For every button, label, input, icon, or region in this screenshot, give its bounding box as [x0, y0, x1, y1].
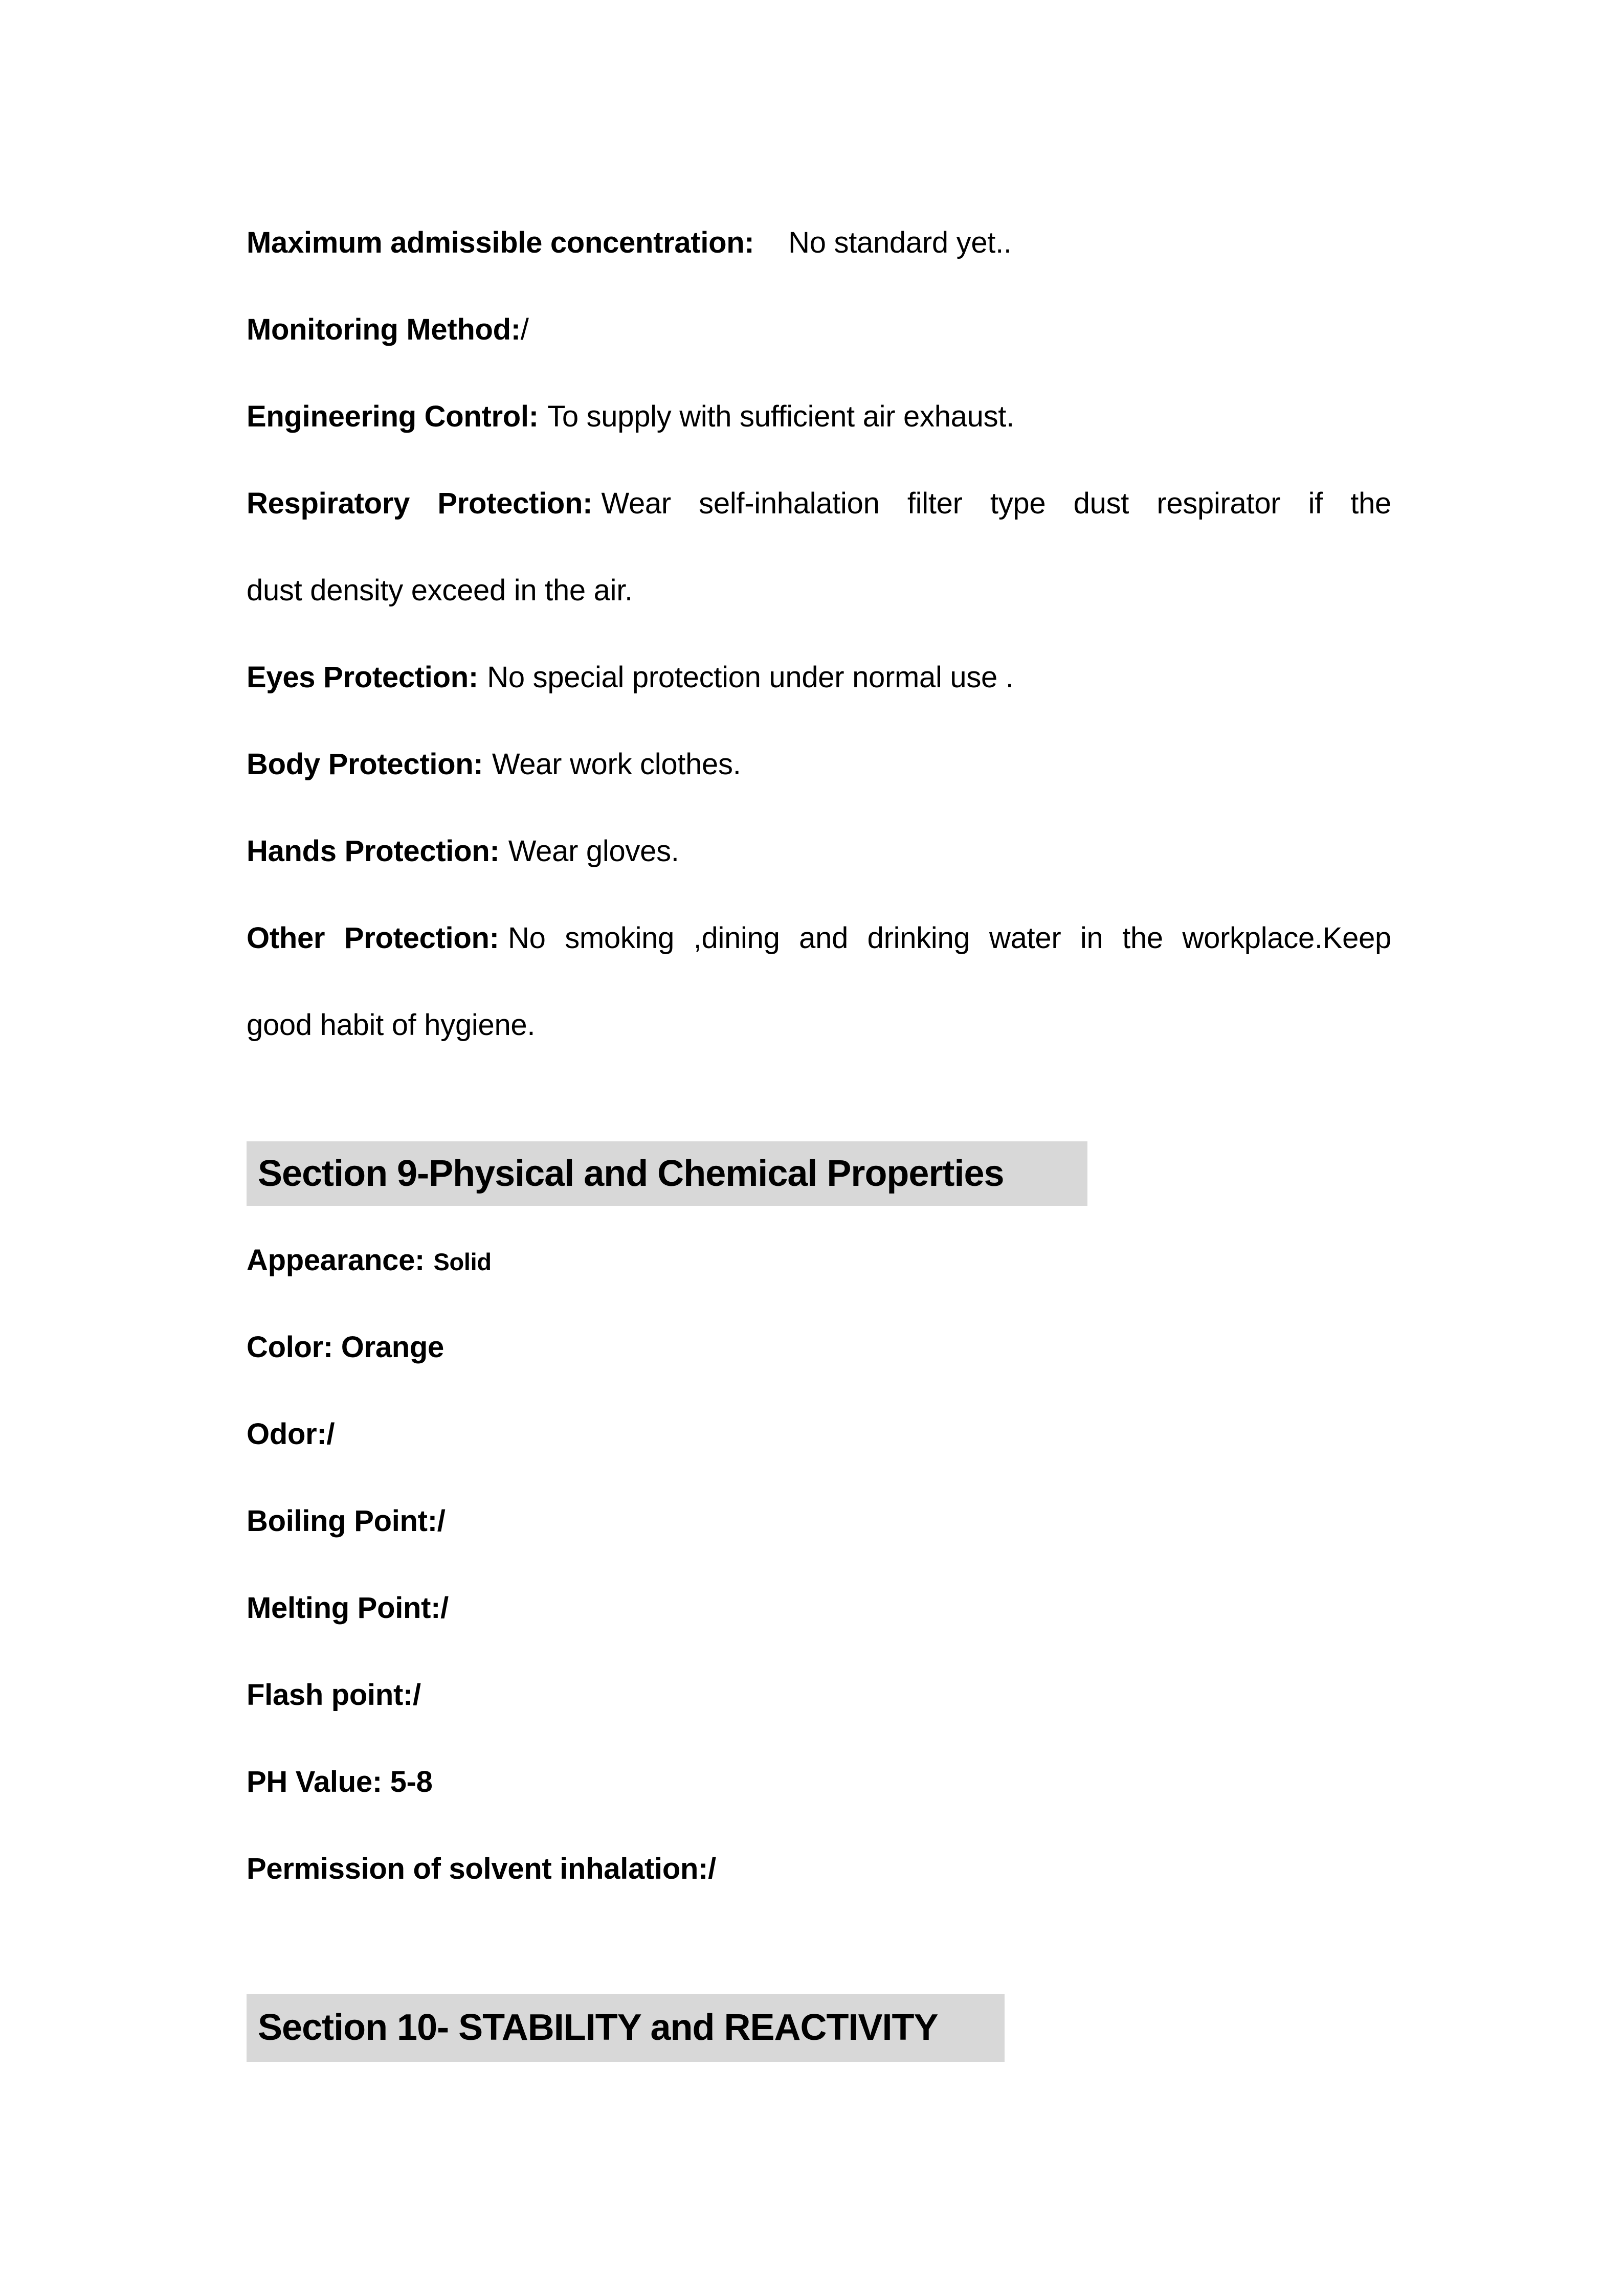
- field-value: good habit of hygiene.: [247, 1008, 536, 1042]
- line-eyes-protection: [247, 655, 1391, 701]
- field-value: To supply with sufficient air exhaust.: [547, 400, 1014, 433]
- field-text: Boiling Point:/: [247, 1504, 446, 1538]
- line-flash-point: [247, 1672, 1391, 1718]
- line-other-protection: [247, 915, 1391, 961]
- field-value: No standard yet..: [788, 226, 1012, 259]
- field-value: dust density exceed in the air.: [247, 574, 633, 607]
- field-label: Respiratory Protection:: [247, 487, 593, 520]
- field-value: No smoking ,dining and drinking water in the workplace.Keep: [508, 921, 1391, 955]
- line-melting-point: [247, 1585, 1391, 1631]
- field-value: Solid: [433, 1248, 492, 1275]
- line-hands-protection: [247, 828, 1391, 874]
- field-text: Odor:/: [247, 1417, 335, 1451]
- line-ph-value: [247, 1759, 1391, 1805]
- line-monitoring-method: [247, 307, 1391, 353]
- line-other-protection-continued: [247, 1002, 1391, 1048]
- field-label: Appearance:: [247, 1244, 425, 1277]
- field-text: Permission of solvent inhalation:/: [247, 1852, 716, 1885]
- line-maximum-admissible-concentration: [247, 220, 1391, 266]
- field-value: No special protection under normal use .: [487, 661, 1014, 694]
- field-text: Flash point:/: [247, 1678, 421, 1712]
- field-value: Wear work clothes.: [492, 748, 741, 781]
- line-permission-solvent-inhalation: [247, 1846, 1391, 1892]
- field-label: Eyes Protection:: [247, 661, 478, 694]
- line-respiratory-protection: [247, 481, 1391, 527]
- line-respiratory-protection-continued: [247, 568, 1391, 614]
- line-appearance: [247, 1237, 1391, 1285]
- field-label: Other Protection:: [247, 921, 499, 955]
- field-label: Engineering Control:: [247, 400, 539, 433]
- field-text: Color: Orange: [247, 1331, 444, 1364]
- field-value: /: [520, 313, 529, 346]
- line-engineering-control: [247, 394, 1391, 440]
- section-9-heading: Section 9-Physical and Chemical Properties: [247, 1141, 1087, 1206]
- field-value: Wear self-inhalation filter type dust respirator if the: [601, 487, 1392, 520]
- field-label: Monitoring Method:: [247, 313, 521, 346]
- field-label: Body Protection:: [247, 748, 483, 781]
- line-boiling-point: [247, 1498, 1391, 1544]
- field-text: Melting Point:/: [247, 1591, 449, 1625]
- line-odor: [247, 1411, 1391, 1457]
- section-10-heading: Section 10- STABILITY and REACTIVITY: [247, 1994, 1005, 2062]
- field-label: Hands Protection:: [247, 835, 500, 868]
- field-value: Wear gloves.: [508, 835, 679, 868]
- line-body-protection: [247, 741, 1391, 787]
- line-color: [247, 1324, 1391, 1370]
- field-text: PH Value: 5-8: [247, 1765, 433, 1798]
- field-label: Maximum admissible concentration:: [247, 226, 754, 259]
